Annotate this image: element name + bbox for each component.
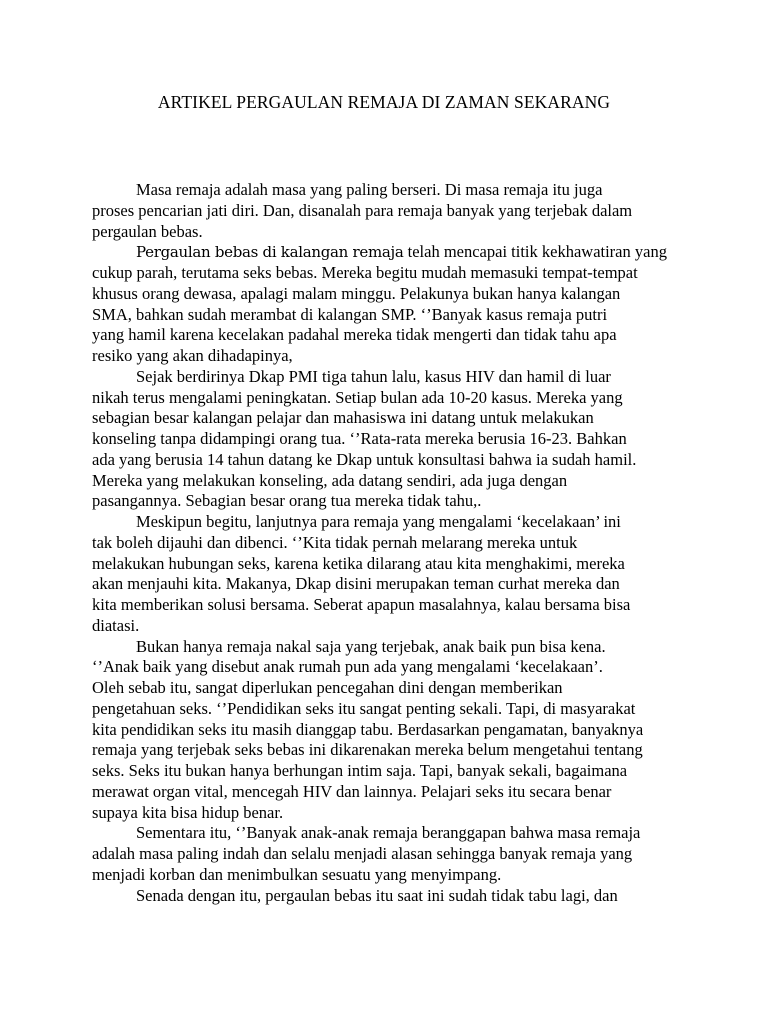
text-line: adalah masa paling indah dan selalu menjadi alasan sehingga banyak remaja yang — [92, 844, 633, 863]
text-line: menjadi korban dan menimbulkan sesuatu yang menyimpang. — [92, 864, 502, 884]
text-line: SMA, bahkan sudah merambat di kalangan SMP. ‘’Banyak kasus remaja putri — [92, 304, 608, 324]
text-line: seks. Seks itu bukan hanya berhungan intim saja. Tapi, banyak sekali, bagaimana — [92, 761, 628, 780]
text-line: merawat organ vital, mencegah HIV dan lainnya. Pelajari seks itu secara benar — [92, 781, 612, 801]
text-line-with-highlight — [92, 242, 692, 263]
text-line: akan menjauhi kita. Makanya, Dkap disini merupakan teman curhat mereka dan — [92, 574, 620, 594]
text-line: kita pendidikan seks itu masih dianggap tabu. Berdasarkan pengamatan, banyaknya — [92, 719, 644, 739]
text-line: khusus orang dewasa, apalagi malam minggu. Pelakunya bukan hanya kalangan — [92, 283, 621, 303]
text-line: Masa remaja adalah masa yang paling berseri. Di masa remaja itu juga — [136, 180, 603, 199]
text-line: konseling tanpa didampingi orang tua. ‘’Rata-rata mereka berusia 16-23. Bahkan — [92, 429, 627, 448]
text-line: kita memberikan solusi bersama. Seberat apapun masalahnya, kalau bersama bisa — [92, 595, 631, 614]
text-line: melakukan hubungan seks, karena ketika dilarang atau kita menghakimi, mereka — [92, 553, 625, 573]
highlight-phrase: Pergaulan bebas di kalangan remaja — [136, 243, 404, 262]
text-line: Bukan hanya remaja nakal saja yang terjebak, anak baik pun bisa kena. — [136, 636, 606, 656]
text-line: Sejak berdirinya Dkap PMI tiga tahun lalu, kasus HIV dan hamil di luar — [136, 366, 611, 386]
text-line: pergaulan bebas. — [92, 221, 203, 241]
text-line: pasangannya. Sebagian besar orang tua mereka tidak tahu,. — [92, 491, 482, 511]
document-title: ARTIKEL PERGAULAN REMAJA DI ZAMAN SEKARANG — [157, 92, 611, 112]
text-line: remaja yang terjebak seks bebas ini dikarenakan mereka belum mengetahui tentang — [92, 740, 643, 760]
text-line: diatasi. — [92, 615, 140, 635]
text-line: pengetahuan seks. ‘’Pendidikan seks itu sangat penting sekali. Tapi, di masyarakat — [92, 698, 636, 718]
text-line: Oleh sebab itu, sangat diperlukan pencegahan dini dengan memberikan — [92, 678, 563, 697]
article-body — [92, 180, 692, 906]
text-line: Sementara itu, ‘’Banyak anak-anak remaja beranggapan bahwa masa remaja — [136, 823, 641, 843]
text-line: ada yang berusia 14 tahun datang ke Dkap untuk konsultasi bahwa ia sudah hamil. — [92, 449, 637, 469]
text-line: Meskipun begitu, lanjutnya para remaja yang mengalami ‘kecelakaan’ ini — [136, 512, 621, 531]
text-line: resiko yang akan dihadapinya, — [92, 346, 293, 365]
text-line: Mereka yang melakukan konseling, ada datang sendiri, ada juga dengan — [92, 470, 568, 490]
text-line: cukup parah, terutama seks bebas. Mereka begitu mudah memasuki tempat-tempat — [92, 263, 638, 282]
text-line: yang hamil karena kecelakan padahal mereka tidak mengerti dan tidak tahu apa — [92, 325, 617, 345]
text-line: sebagian besar kalangan pelajar dan mahasiswa ini datang untuk melakukan — [92, 408, 594, 428]
text-line: Senada dengan itu, pergaulan bebas itu saat ini sudah tidak tabu lagi, dan — [136, 885, 618, 905]
text-line: supaya kita bisa hidup benar. — [92, 802, 284, 822]
text-line: ‘’Anak baik yang disebut anak rumah pun ada yang mengalami ‘kecelakaan’. — [92, 657, 603, 677]
text-line: nikah terus mengalami peningkatan. Setiap bulan ada 10-20 kasus. Mereka yang — [92, 387, 623, 407]
text-line: tak boleh dijauhi dan dibenci. ‘’Kita tidak pernah melarang mereka untuk — [92, 532, 578, 552]
text-line: proses pencarian jati diri. Dan, disanalah para remaja banyak yang terjebak dalam — [92, 200, 633, 220]
text-line-rest: telah mencapai titik kekhawatiran yang — [407, 242, 667, 262]
